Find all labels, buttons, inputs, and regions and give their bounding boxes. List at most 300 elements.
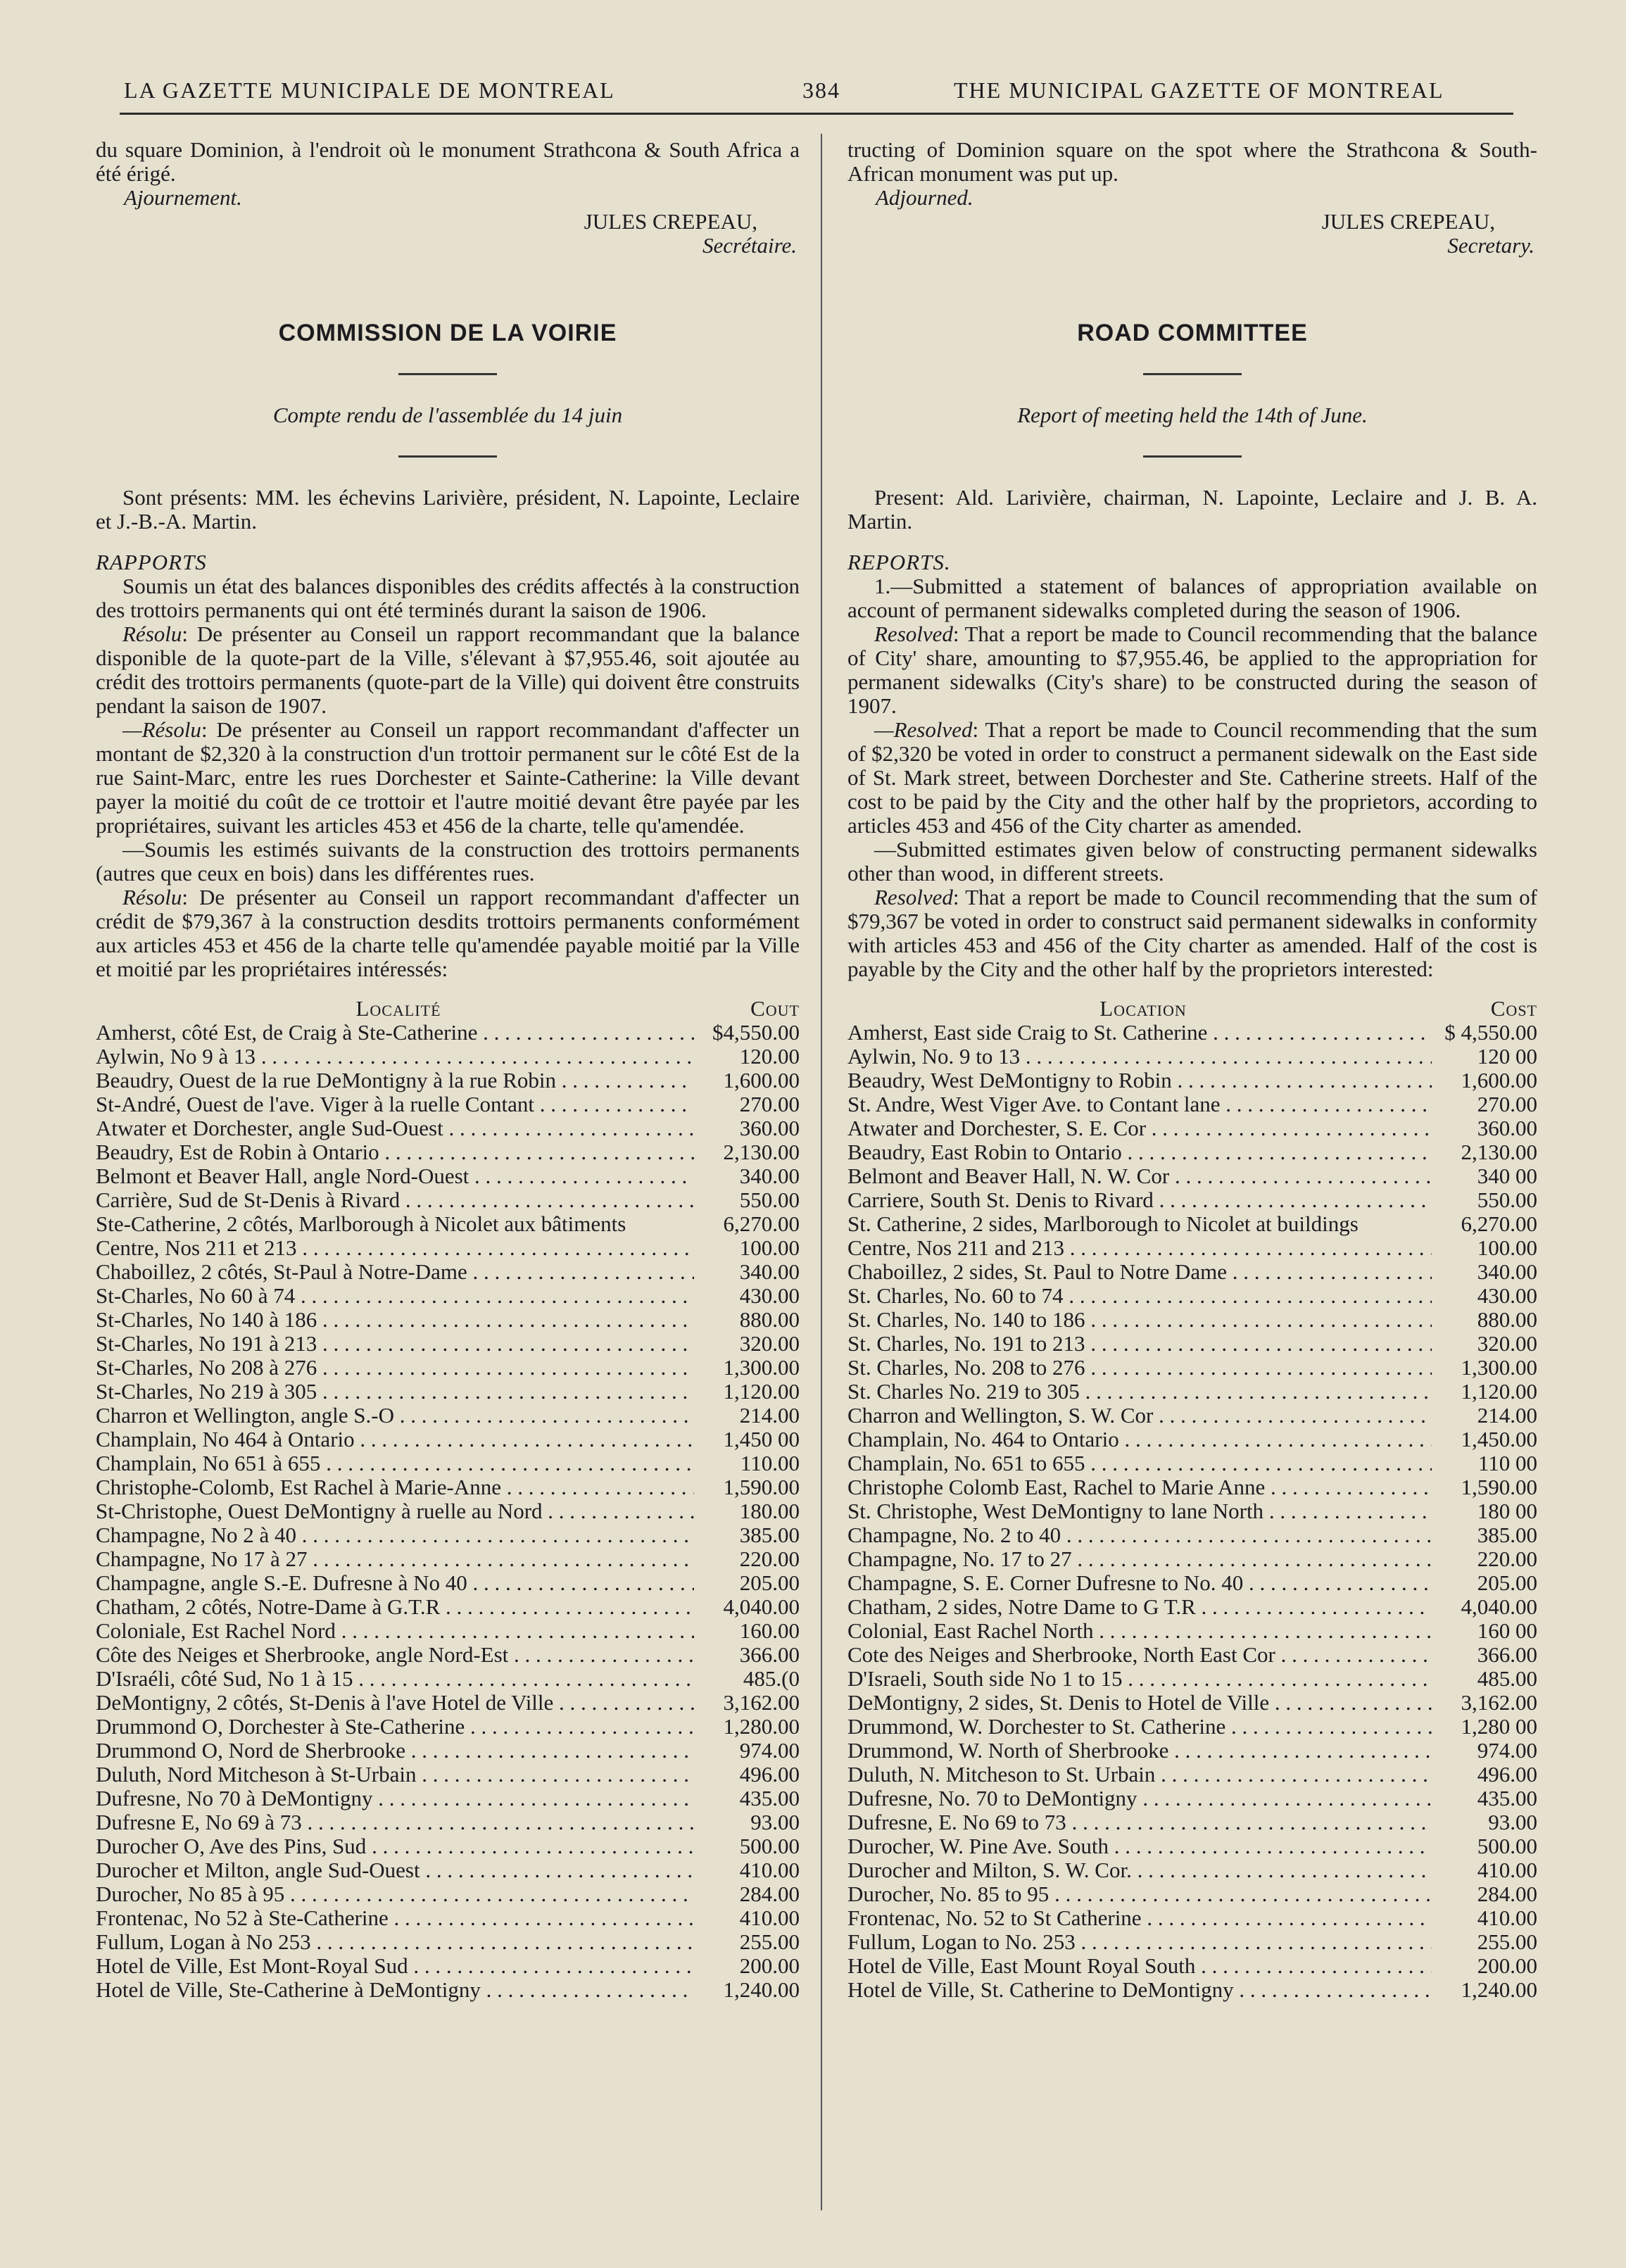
table-row [847, 1236, 1537, 1260]
table-row [96, 1069, 800, 1092]
row-cost: 120.00 [739, 1044, 800, 1069]
row-cost: $ 4,550.00 [1444, 1020, 1537, 1045]
fr-col-location: Localité [355, 996, 441, 1021]
fr-para-2-text: : De présenter au Conseil un rapport recommandant que la balance disponible de la quote-part de la Ville, s'élevant à $7,955.46, soit ajoutée au crédit des trottoirs permanents (quote-part de la Ville) qui doivent être construits pendant la saison de 1907. [96, 622, 800, 718]
table-row [96, 1739, 800, 1763]
row-location: Colonial, East Rachel North . . . [847, 1619, 1432, 1643]
row-cost: 214.00 [1477, 1403, 1537, 1428]
row-cost: 270.00 [1477, 1092, 1537, 1116]
fr-para-5-label: Résolu [122, 885, 182, 909]
table-row [847, 1116, 1537, 1140]
table-row [96, 1092, 800, 1116]
row-location: Champagne, No. 2 to 40 . . . [847, 1523, 1432, 1547]
row-location: St. Charles, No. 140 to 186 . . . [847, 1308, 1432, 1332]
row-cost: $4,550.00 [712, 1020, 800, 1045]
row-cost: 1,600.00 [723, 1068, 800, 1092]
fr-para-5 [96, 886, 800, 981]
row-cost: 120 00 [1477, 1044, 1537, 1069]
table-row [847, 1715, 1537, 1739]
table-row [847, 1404, 1537, 1428]
row-cost: 485.(0 [743, 1666, 800, 1691]
row-cost: 385.00 [1477, 1523, 1537, 1547]
row-location: Champagne, No 17 à 27 . . . [96, 1547, 694, 1571]
row-cost: 340.00 [739, 1164, 800, 1188]
table-row [96, 1212, 800, 1236]
en-para-3-label: —Resolved [874, 717, 973, 742]
row-cost: 110.00 [740, 1451, 800, 1475]
row-location: Drummond O, Nord de Sherbrooke . . . [96, 1739, 694, 1763]
table-row [847, 1667, 1537, 1691]
table-row [96, 1715, 800, 1739]
table-row [847, 1499, 1537, 1523]
en-para-2-label: Resolved [874, 622, 953, 646]
en-para-5-text: : That a report be made to Council recommending that the sum of $79,367 be voted in order to construct said permanent sidewalks in conformity with articles 453 and 456 of the City charter as amended. Half of the cost is payable by the City and the other half by the proprietors interested: [847, 885, 1537, 981]
table-row [847, 1619, 1537, 1643]
row-cost: 6,270.00 [1461, 1211, 1537, 1236]
row-location: Champlain, No. 464 to Ontario . . . [847, 1428, 1432, 1451]
row-cost: 340 00 [1477, 1164, 1537, 1188]
row-location: Atwater and Dorchester, S. E. Cor . . . [847, 1116, 1432, 1140]
row-location: Champagne, No 2 à 40 . . . [96, 1523, 694, 1547]
table-row [847, 1428, 1537, 1451]
row-cost: 284.00 [739, 1882, 800, 1906]
row-cost: 284.00 [1477, 1882, 1537, 1906]
fr-para-3-label: —Résolu [122, 717, 201, 742]
row-cost: 496.00 [739, 1762, 800, 1787]
fr-table-header [96, 997, 800, 1021]
row-location: St. Charles, No. 208 to 276 . . . [847, 1356, 1432, 1380]
row-cost: 100.00 [739, 1235, 800, 1260]
en-para-5 [847, 886, 1537, 981]
row-cost: 430.00 [739, 1283, 800, 1308]
row-location: Ste-Catherine, 2 côtés, Marlborough à Nicolet aux bâtiments [96, 1212, 626, 1236]
row-location: Champagne, angle S.-E. Dufresne à No 40 . . . [96, 1571, 694, 1595]
row-location: Beaudry, West DeMontigny to Robin . . . [847, 1069, 1432, 1092]
row-location: Amherst, East side Craig to St. Catherine . . . [847, 1021, 1432, 1045]
table-row [847, 1571, 1537, 1595]
row-location: Hotel de Ville, St. Catherine to DeMontigny . . . [847, 1978, 1432, 2002]
table-row [96, 1763, 800, 1787]
row-location: Centre, Nos 211 and 213 . . . [847, 1236, 1432, 1260]
table-row [96, 1116, 800, 1140]
row-cost: 1,600.00 [1461, 1068, 1537, 1092]
running-header [84, 70, 1527, 110]
table-row [847, 1763, 1537, 1787]
table-row [96, 1404, 800, 1428]
en-reports-label: REPORTS. [847, 550, 951, 574]
row-cost: 1,590.00 [1461, 1475, 1537, 1499]
row-location: Drummond, W. Dorchester to St. Catherine . . . [847, 1715, 1432, 1739]
table-row [847, 1092, 1537, 1116]
en-para-3-text: : That a report be made to Council recommending that the sum of $2,320 be voted in order to construct a permanent sidewalk on the East side of St. Mark street, between Dorchester and Ste. Catherine streets. Half of the cost to be paid by the City and the other half by the proprietors, according to articles 453 and 456 of the City charter as amended. [847, 717, 1537, 838]
table-row [847, 1834, 1537, 1858]
table-row [96, 1045, 800, 1069]
row-location: Duluth, N. Mitcheson to St. Urbain . . . [847, 1763, 1432, 1787]
table-row [847, 1475, 1537, 1499]
fr-cost-table [96, 1021, 800, 2002]
en-col-location: Location [1099, 996, 1187, 1021]
row-cost: 2,130.00 [723, 1140, 800, 1164]
row-cost: 1,450.00 [1461, 1427, 1537, 1451]
fr-subtitle: Compte rendu de l'assemblée du 14 juin [272, 403, 623, 427]
en-adjourn: Adjourned. [876, 185, 973, 210]
table-row [847, 1691, 1537, 1715]
table-row [847, 1260, 1537, 1284]
row-cost: 2,130.00 [1461, 1140, 1537, 1164]
table-row [96, 1667, 800, 1691]
row-cost: 220.00 [739, 1546, 800, 1571]
header-french-title: LA GAZETTE MUNICIPALE DE MONTREAL [124, 77, 615, 103]
row-location: Champlain, No 651 à 655 . . . [96, 1451, 694, 1475]
row-location: Dufresne, E. No 69 to 73 . . . [847, 1810, 1432, 1834]
page-number: 384 [802, 77, 840, 103]
row-cost: 1,300.00 [723, 1355, 800, 1380]
en-para-4: —Submitted estimates given below of constructing permanent sidewalks other than wood, in different streets. [847, 837, 1537, 886]
en-para-1: 1.—Submitted a statement of balances of appropriation available on account of permanent sidewalks completed during the season of 1906. [847, 574, 1537, 622]
row-location: Durocher, No 85 à 95 . . . [96, 1882, 694, 1906]
row-cost: 430.00 [1477, 1283, 1537, 1308]
table-row [96, 1475, 800, 1499]
table-row [847, 1380, 1537, 1404]
row-cost: 270.00 [739, 1092, 800, 1116]
table-row [847, 1954, 1537, 1978]
table-row [847, 1045, 1537, 1069]
table-row [96, 1547, 800, 1571]
fr-para-4: —Soumis les estimés suivants de la construction des trottoirs permanents (autres que ceux en bois) dans les différentes rues. [96, 837, 800, 886]
en-para-3 [847, 718, 1537, 838]
row-location: Fullum, Logan à No 253 . . . [96, 1930, 694, 1954]
row-location: Champlain, No 464 à Ontario . . . [96, 1428, 694, 1451]
row-location: St-Charles, No 191 à 213 . . . [96, 1332, 694, 1356]
row-location: Duluth, Nord Mitcheson à St-Urbain . . . [96, 1763, 694, 1787]
row-cost: 100.00 [1477, 1235, 1537, 1260]
row-cost: 500.00 [739, 1834, 800, 1858]
row-location: Frontenac, No. 52 to St Catherine . . . [847, 1906, 1432, 1930]
fr-present: Sont présents: MM. les échevins Larivière, président, N. Lapointe, Leclaire et J.-B.-A. Martin. [96, 485, 800, 534]
column-divider [821, 134, 822, 2210]
row-location: Drummond, W. North of Sherbrooke . . . [847, 1739, 1432, 1763]
fr-reports-label: RAPPORTS [96, 550, 207, 574]
table-row [847, 1140, 1537, 1164]
fr-rule-2 [398, 455, 497, 458]
fr-para-2-label: Résolu [122, 622, 182, 646]
table-row [847, 1787, 1537, 1810]
row-location: Fullum, Logan to No. 253 . . . [847, 1930, 1432, 1954]
row-cost: 880.00 [1477, 1307, 1537, 1332]
row-cost: 550.00 [1477, 1187, 1537, 1212]
table-row [847, 1643, 1537, 1667]
row-cost: 4,040.00 [1461, 1594, 1537, 1619]
row-cost: 180 00 [1477, 1499, 1537, 1523]
header-rule [120, 113, 1513, 115]
en-rule-1 [1143, 373, 1242, 375]
row-cost: 1,280 00 [1461, 1714, 1537, 1739]
row-location: Dufresne, No 70 à DeMontigny . . . [96, 1787, 694, 1810]
row-cost: 93.00 [1488, 1810, 1537, 1834]
row-location: DeMontigny, 2 côtés, St-Denis à l'ave Hotel de Ville . . . [96, 1691, 694, 1715]
row-cost: 1,240.00 [1461, 1977, 1537, 2002]
row-cost: 255.00 [739, 1929, 800, 1954]
row-location: Christophe Colomb East, Rachel to Marie Anne . . . [847, 1475, 1432, 1499]
row-cost: 160.00 [739, 1618, 800, 1643]
row-location: St-André, Ouest de l'ave. Viger à la ruelle Contant . . . [96, 1092, 694, 1116]
row-location: Dufresne E, No 69 à 73 . . . [96, 1810, 694, 1834]
row-cost: 110 00 [1477, 1451, 1537, 1475]
fr-para-5-text: : De présenter au Conseil un rapport recommandant d'affecter un crédit de $79,367 à la construction desdits trottoirs permanents conformément aux articles 453 et 456 de la charte telle qu'amendée payable moitié par la Ville et moitié par les propriétaires intéressés: [96, 885, 800, 981]
table-row [847, 1882, 1537, 1906]
row-location: Hotel de Ville, East Mount Royal South . . . [847, 1954, 1432, 1978]
table-row [96, 1260, 800, 1284]
row-location: Centre, Nos 211 et 213 . . . [96, 1236, 694, 1260]
row-cost: 385.00 [739, 1523, 800, 1547]
row-cost: 1,120.00 [1461, 1379, 1537, 1404]
english-column [847, 138, 1537, 2002]
row-location: Christophe-Colomb, Est Rachel à Marie-Anne . . . [96, 1475, 694, 1499]
row-cost: 4,040.00 [723, 1594, 800, 1619]
table-row [96, 1523, 800, 1547]
row-location: St-Charles, No 60 à 74 . . . [96, 1284, 694, 1308]
row-location: Coloniale, Est Rachel Nord . . . [96, 1619, 694, 1643]
en-table-header [847, 997, 1537, 1021]
row-location: Beaudry, Ouest de la rue DeMontigny à la rue Robin . . . [96, 1069, 694, 1092]
row-cost: 3,162.00 [1461, 1690, 1537, 1715]
table-row [847, 1739, 1537, 1763]
row-location: Charron et Wellington, angle S.-O . . . [96, 1404, 694, 1428]
table-row [96, 1571, 800, 1595]
row-cost: 410.00 [739, 1858, 800, 1882]
row-location: Frontenac, No 52 à Ste-Catherine . . . [96, 1906, 694, 1930]
row-location: DeMontigny, 2 sides, St. Denis to Hotel de Ville . . . [847, 1691, 1432, 1715]
en-rule-2 [1143, 455, 1242, 458]
row-location: Belmont and Beaver Hall, N. W. Cor . . . [847, 1164, 1432, 1188]
table-row [96, 1188, 800, 1212]
table-row [96, 1691, 800, 1715]
table-row [96, 1332, 800, 1356]
row-location: Durocher O, Ave des Pins, Sud . . . [96, 1834, 694, 1858]
table-row [847, 1595, 1537, 1619]
row-cost: 1,450 00 [723, 1427, 800, 1451]
row-location: Beaudry, Est de Robin à Ontario . . . [96, 1140, 694, 1164]
row-cost: 360.00 [1477, 1116, 1537, 1140]
row-cost: 410.00 [739, 1905, 800, 1930]
en-col-cost: Cost [1490, 996, 1537, 1021]
row-cost: 496.00 [1477, 1762, 1537, 1787]
table-row [847, 1332, 1537, 1356]
table-row [847, 1978, 1537, 2002]
en-para-2 [847, 622, 1537, 718]
row-location: Belmont et Beaver Hall, angle Nord-Ouest . . . [96, 1164, 694, 1188]
row-cost: 340.00 [1477, 1259, 1537, 1284]
row-location: Durocher, W. Pine Ave. South . . . [847, 1834, 1432, 1858]
row-cost: 366.00 [1477, 1642, 1537, 1667]
row-cost: 1,120.00 [723, 1379, 800, 1404]
row-cost: 205.00 [739, 1570, 800, 1595]
row-location: Carriere, South St. Denis to Rivard . . . [847, 1188, 1432, 1212]
row-location: Drummond O, Dorchester à Ste-Catherine . . . [96, 1715, 694, 1739]
en-cost-table [847, 1021, 1537, 2002]
row-location: Hotel de Ville, Est Mont-Royal Sud . . . [96, 1954, 694, 1978]
row-cost: 550.00 [739, 1187, 800, 1212]
table-row [96, 1380, 800, 1404]
row-cost: 255.00 [1477, 1929, 1537, 1954]
row-location: Aylwin, No 9 à 13 . . . [96, 1045, 694, 1069]
row-location: Amherst, côté Est, de Craig à Ste-Catherine . . . [96, 1021, 694, 1045]
table-row [96, 1021, 800, 1045]
table-row [96, 1308, 800, 1332]
table-row [847, 1810, 1537, 1834]
table-row [96, 1499, 800, 1523]
table-row [96, 1643, 800, 1667]
table-row [847, 1930, 1537, 1954]
row-location: Beaudry, East Robin to Ontario . . . [847, 1140, 1432, 1164]
row-cost: 205.00 [1477, 1570, 1537, 1595]
table-row [96, 1619, 800, 1643]
row-cost: 1,300.00 [1461, 1355, 1537, 1380]
table-row [96, 1236, 800, 1260]
en-heading: ROAD COMMITTEE [1077, 320, 1308, 346]
row-cost: 1,240.00 [723, 1977, 800, 2002]
row-cost: 366.00 [739, 1642, 800, 1667]
table-row [96, 1858, 800, 1882]
row-location: Champlain, No. 651 to 655 . . . [847, 1451, 1432, 1475]
fr-signature-title: Secrétaire. [702, 233, 797, 258]
en-intro: tructing of Dominion square on the spot where the Strathcona & South-African monument was put up. [847, 137, 1537, 186]
table-row [96, 1140, 800, 1164]
row-cost: 180.00 [739, 1499, 800, 1523]
row-cost: 410.00 [1477, 1905, 1537, 1930]
fr-col-cost: Cout [750, 996, 800, 1021]
row-cost: 1,280.00 [723, 1714, 800, 1739]
row-cost: 340.00 [739, 1259, 800, 1284]
row-location: Chatham, 2 côtés, Notre-Dame à G.T.R . . . [96, 1595, 694, 1619]
en-present: Present: Ald. Larivière, chairman, N. Lapointe, Leclaire and J. B. A. Martin. [847, 485, 1537, 534]
en-para-2-text: : That a report be made to Council recommending that the balance of City' share, amounting to $7,955.46, be applied to the appropriation for permanent sidewalks (City's share) to be constructed during the season of 1907. [847, 622, 1537, 718]
row-location: Chaboillez, 2 côtés, St-Paul à Notre-Dame . . . [96, 1260, 694, 1284]
row-location: St-Charles, No 208 à 276 . . . [96, 1356, 694, 1380]
table-row [96, 1356, 800, 1380]
fr-rule-1 [398, 373, 497, 375]
table-row [96, 1810, 800, 1834]
table-row [847, 1188, 1537, 1212]
table-row [96, 1834, 800, 1858]
table-row [847, 1547, 1537, 1571]
table-row [847, 1308, 1537, 1332]
row-location: St. Christophe, West DeMontigny to lane North . . . [847, 1499, 1432, 1523]
row-location: Chaboillez, 2 sides, St. Paul to Notre Dame . . . [847, 1260, 1432, 1284]
row-cost: 974.00 [1477, 1738, 1537, 1763]
table-row [96, 1451, 800, 1475]
table-row [96, 1906, 800, 1930]
row-cost: 200.00 [739, 1953, 800, 1978]
row-cost: 320.00 [1477, 1331, 1537, 1356]
row-location: Charron and Wellington, S. W. Cor . . . [847, 1404, 1432, 1428]
row-location: D'Israéli, côté Sud, No 1 à 15 . . . [96, 1667, 694, 1691]
en-subtitle: Report of meeting held the 14th of June. [1017, 403, 1368, 427]
row-location: Champagne, S. E. Corner Dufresne to No. 40 . . . [847, 1571, 1432, 1595]
row-location: St-Charles, No 219 à 305 . . . [96, 1380, 694, 1404]
row-cost: 6,270.00 [723, 1211, 800, 1236]
fr-para-1: Soumis un état des balances disponibles des crédits affectés à la construction des trottoirs permanents qui ont été terminés durant la saison de 1906. [96, 574, 800, 622]
row-location: Hotel de Ville, Ste-Catherine à DeMontigny . . . [96, 1978, 694, 2002]
row-cost: 3,162.00 [723, 1690, 800, 1715]
fr-para-3 [96, 718, 800, 838]
row-location: St. Charles, No. 60 to 74 . . . [847, 1284, 1432, 1308]
french-column [96, 138, 800, 2002]
table-row [847, 1212, 1537, 1236]
table-row [96, 1978, 800, 2002]
row-location: Dufresne, No. 70 to DeMontigny . . . [847, 1787, 1432, 1810]
table-row [847, 1164, 1537, 1188]
fr-heading: COMMISSION DE LA VOIRIE [278, 320, 617, 346]
row-cost: 200.00 [1477, 1953, 1537, 1978]
row-cost: 1,590.00 [723, 1475, 800, 1499]
en-signature-title: Secretary. [1447, 233, 1534, 258]
table-row [96, 1284, 800, 1308]
row-cost: 320.00 [739, 1331, 800, 1356]
row-cost: 880.00 [739, 1307, 800, 1332]
fr-intro: du square Dominion, à l'endroit où le monument Strathcona & South Africa a été érigé. [96, 137, 800, 186]
row-location: St. Catherine, 2 sides, Marlborough to Nicolet at buildings [847, 1212, 1359, 1236]
table-row [847, 1356, 1537, 1380]
en-para-5-label: Resolved [874, 885, 953, 909]
row-cost: 435.00 [1477, 1786, 1537, 1810]
row-cost: 435.00 [739, 1786, 800, 1810]
table-row [96, 1787, 800, 1810]
table-row [847, 1523, 1537, 1547]
table-row [847, 1284, 1537, 1308]
table-row [96, 1954, 800, 1978]
table-row [96, 1882, 800, 1906]
row-location: St-Christophe, Ouest DeMontigny à ruelle au Nord . . . [96, 1499, 694, 1523]
row-location: Atwater et Dorchester, angle Sud-Ouest . . . [96, 1116, 694, 1140]
row-cost: 220.00 [1477, 1546, 1537, 1571]
row-cost: 485.00 [1477, 1666, 1537, 1691]
header-english-title: THE MUNICIPAL GAZETTE OF MONTREAL [954, 77, 1444, 103]
table-row [96, 1595, 800, 1619]
row-cost: 974.00 [739, 1738, 800, 1763]
fr-adjourn: Ajournement. [124, 185, 242, 210]
row-location: Durocher and Milton, S. W. Cor. . . . [847, 1858, 1432, 1882]
row-location: Champagne, No. 17 to 27 . . . [847, 1547, 1432, 1571]
row-cost: 360.00 [739, 1116, 800, 1140]
row-cost: 410.00 [1477, 1858, 1537, 1882]
row-location: Aylwin, No. 9 to 13 . . . [847, 1045, 1432, 1069]
row-location: Chatham, 2 sides, Notre Dame to G T.R . . . [847, 1595, 1432, 1619]
row-location: St-Charles, No 140 à 186 . . . [96, 1308, 694, 1332]
table-row [96, 1164, 800, 1188]
fr-para-3-text: : De présenter au Conseil un rapport recommandant d'affecter un montant de $2,320 à la construction d'un trottoir permanent sur le côté Est de la rue Saint-Marc, entre les rues Dorchester et Sainte-Catherine: la Ville devant payer la moitié du coût de ce trottoir et l'autre moitié devant être payée par les propriétaires, suivant les articles 453 et 456 de la charte, telle qu'amendée. [96, 717, 800, 838]
row-cost: 500.00 [1477, 1834, 1537, 1858]
table-row [96, 1428, 800, 1451]
row-location: Durocher, No. 85 to 95 . . . [847, 1882, 1432, 1906]
row-location: D'Israeli, South side No 1 to 15 . . . [847, 1667, 1432, 1691]
table-row [847, 1451, 1537, 1475]
row-location: Cote des Neiges and Sherbrooke, North East Cor . . . [847, 1643, 1432, 1667]
row-location: St. Charles No. 219 to 305 . . . [847, 1380, 1432, 1404]
row-cost: 214.00 [739, 1403, 800, 1428]
row-location: St. Charles, No. 191 to 213 . . . [847, 1332, 1432, 1356]
row-location: Côte des Neiges et Sherbrooke, angle Nord-Est . . . [96, 1643, 694, 1667]
row-location: St. Andre, West Viger Ave. to Contant lane . . . [847, 1092, 1432, 1116]
row-location: Carrière, Sud de St-Denis à Rivard . . . [96, 1188, 694, 1212]
fr-signature: JULES CREPEAU, [584, 209, 757, 234]
table-row [847, 1906, 1537, 1930]
table-row [847, 1069, 1537, 1092]
fr-para-2 [96, 622, 800, 718]
row-cost: 93.00 [750, 1810, 800, 1834]
table-row [847, 1858, 1537, 1882]
table-row [847, 1021, 1537, 1045]
